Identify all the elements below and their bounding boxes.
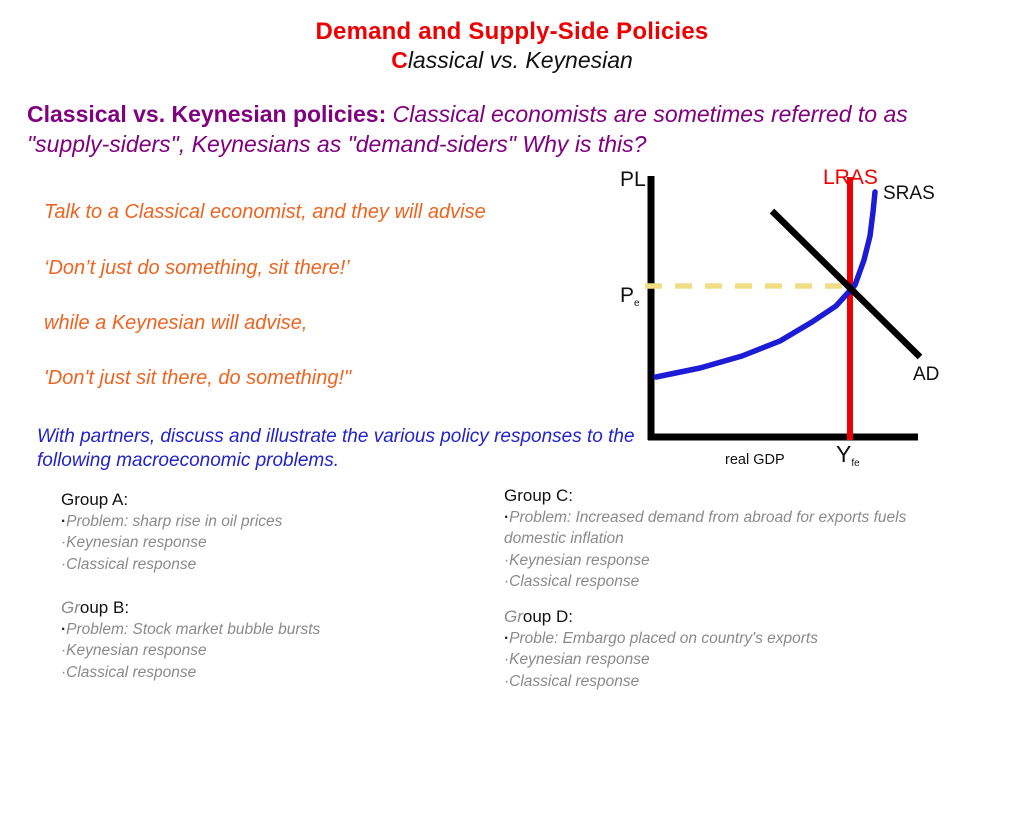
slide-subtitle bbox=[0, 47, 1024, 74]
bullet-dot: · bbox=[504, 508, 510, 526]
bullet-dot: · bbox=[504, 651, 510, 668]
group-a-heading bbox=[61, 489, 461, 511]
group-c-keynesian-text: Keynesian response bbox=[509, 551, 650, 569]
subtitle-text: lassical vs. Keynesian bbox=[407, 47, 633, 73]
group-d-classical bbox=[504, 671, 936, 693]
real-gdp-axis-label: real GDP bbox=[725, 452, 785, 468]
task-prompt: With partners, discuss and illustrate the various policy responses to the following macroeconomic problems. bbox=[37, 426, 635, 471]
yfe-label-subscript: fe bbox=[851, 458, 860, 469]
group-c-heading-text: Group C: bbox=[504, 486, 573, 505]
group-a-heading-text: Group A: bbox=[61, 490, 129, 509]
group-a-problem-text: Problem: sharp rise in oil prices bbox=[66, 512, 283, 530]
group-c-classical-text: Classical response bbox=[509, 573, 640, 590]
group-a-classical-text: Classical response bbox=[66, 555, 197, 573]
subtitle-accent-letter: C bbox=[391, 47, 408, 73]
group-d-problem-text: Proble: Embargo placed on country's exports bbox=[509, 629, 818, 647]
pe-label-main: P bbox=[620, 284, 635, 307]
group-d bbox=[504, 606, 936, 692]
group-b-heading-text: oup B: bbox=[79, 598, 130, 617]
bullet-dot: · bbox=[61, 642, 67, 659]
group-d-keynesian-text: Keynesian response bbox=[509, 651, 650, 668]
quote-line-1: Talk to a Classical economist, and they will advise bbox=[44, 201, 486, 223]
group-b bbox=[61, 597, 461, 683]
group-c-problem-text: Problem: Increased demand from abroad for exports fuels domestic inflation bbox=[504, 508, 907, 547]
quote-line-4: 'Don't just sit there, do something!" bbox=[44, 367, 352, 389]
bullet-dot: · bbox=[61, 555, 67, 573]
bullet-dot: · bbox=[504, 629, 510, 647]
pl-axis-label: PL bbox=[620, 168, 646, 191]
group-d-heading-text: oup D: bbox=[522, 607, 573, 626]
bullet-dot: · bbox=[61, 663, 67, 681]
group-b-keynesian bbox=[61, 640, 461, 662]
ad-label: AD bbox=[913, 364, 940, 385]
quote-line-3: while a Keynesian will advise, bbox=[44, 312, 308, 334]
group-b-heading-prefix: Gr bbox=[61, 598, 80, 617]
group-b-heading bbox=[61, 597, 461, 619]
group-a-keynesian-text: Keynesian response bbox=[66, 534, 207, 551]
bullet-dot: · bbox=[504, 672, 510, 690]
yfe-label-main: Y bbox=[836, 441, 852, 467]
slide-title: Demand and Supply-Side Policies bbox=[315, 18, 709, 45]
group-b-classical-text: Classical response bbox=[66, 663, 197, 681]
group-d-heading-prefix: Gr bbox=[504, 607, 523, 626]
group-b-problem bbox=[61, 619, 461, 641]
pe-label-subscript: e bbox=[634, 298, 640, 309]
intro-paragraph bbox=[27, 99, 939, 159]
group-d-heading bbox=[504, 606, 936, 628]
group-b-classical bbox=[61, 662, 461, 684]
group-b-problem-text: Problem: Stock market bubble bursts bbox=[66, 620, 321, 638]
sras-label: SRAS bbox=[883, 183, 935, 204]
group-a-problem bbox=[61, 511, 461, 533]
group-a bbox=[61, 489, 461, 575]
group-c-keynesian bbox=[504, 550, 936, 572]
quote-line-2: ‘Don’t just do something, sit there!’ bbox=[44, 257, 350, 279]
group-c-problem bbox=[504, 507, 936, 550]
bullet-dot: · bbox=[504, 551, 510, 569]
group-c-heading bbox=[504, 485, 936, 507]
group-d-keynesian bbox=[504, 649, 936, 671]
intro-lead: Classical vs. Keynesian policies: bbox=[27, 101, 387, 127]
intro-body: Classical economists are sometimes referred to as "supply-siders", Keynesians as "demand-siders" Why is this? bbox=[27, 101, 908, 157]
group-c bbox=[504, 485, 936, 593]
bullet-dot: · bbox=[504, 573, 510, 590]
lras-label: LRAS bbox=[823, 166, 878, 189]
group-b-keynesian-text: Keynesian response bbox=[66, 642, 207, 659]
bullet-dot: · bbox=[61, 620, 67, 638]
group-a-classical bbox=[61, 554, 461, 576]
pe-label bbox=[620, 284, 640, 309]
group-a-keynesian bbox=[61, 532, 461, 554]
bullet-dot: · bbox=[61, 534, 67, 551]
group-c-classical bbox=[504, 571, 936, 593]
group-d-problem bbox=[504, 628, 936, 650]
bullet-dot: · bbox=[61, 512, 67, 530]
yfe-label bbox=[836, 441, 860, 469]
group-d-classical-text: Classical response bbox=[509, 672, 640, 690]
ad-as-diagram bbox=[612, 160, 1012, 482]
